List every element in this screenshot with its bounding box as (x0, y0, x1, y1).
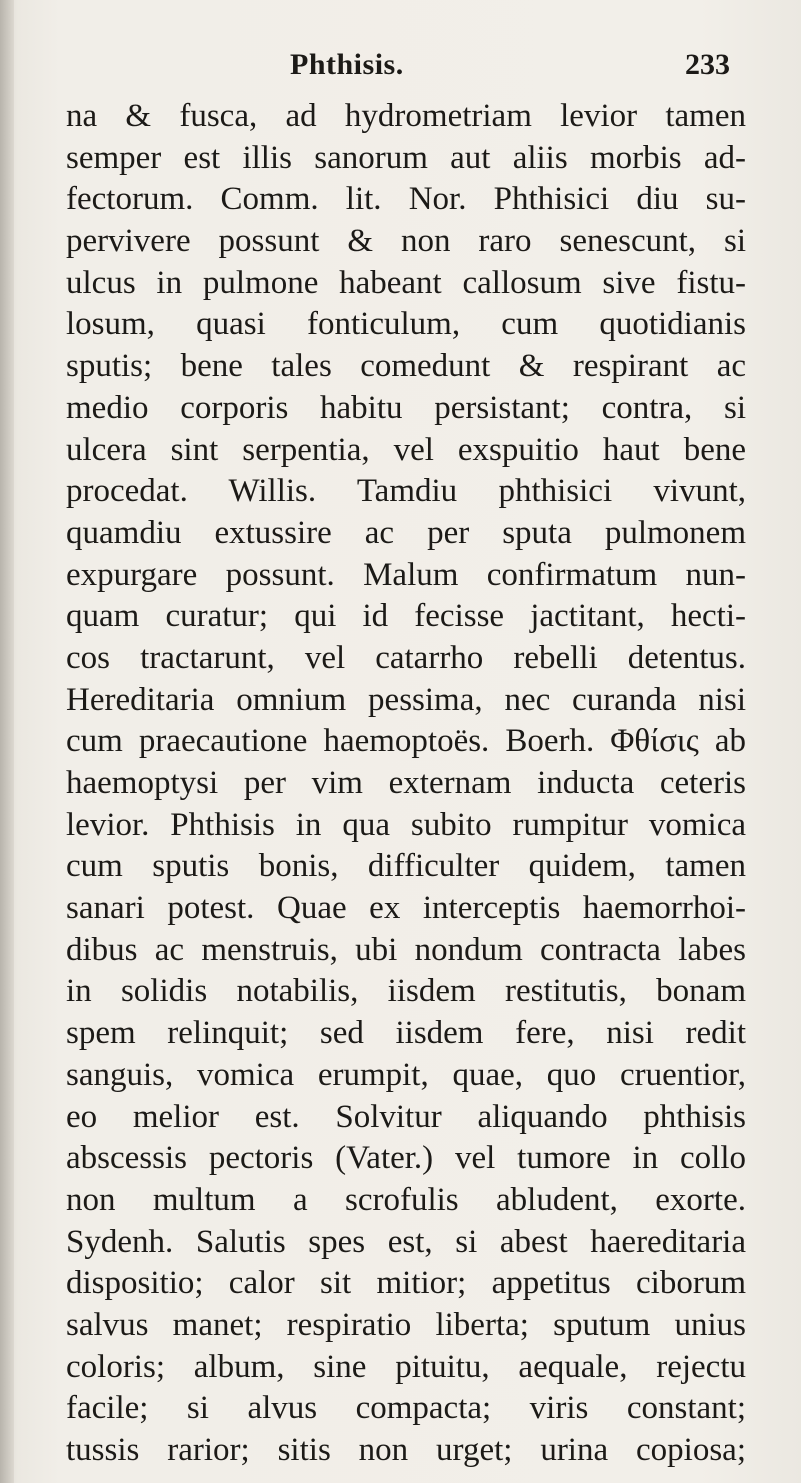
text-line: spem relinquit; sed iisdem fere, nisi redit (66, 1015, 746, 1052)
text-line: non multum a scrofulis abludent, exorte. (66, 1181, 746, 1218)
text-line: cos tractarunt, vel catarrho rebelli detentus. (66, 639, 746, 676)
text-line: losum, quasi fonticulum, cum quotidianis (66, 306, 746, 343)
text-line: fectorum. Comm. lit. Nor. Phthisici diu su- (66, 181, 746, 218)
text-line: medio corporis habitu persistant; contra, si (66, 389, 746, 426)
text-line: levior. Phthisis in qua subito rumpitur vomica (66, 806, 746, 843)
text-line: ulcera sint serpentia, vel exspuitio haut bene (66, 431, 746, 468)
text-line: Sydenh. Salutis spes est, si abest haereditaria (66, 1223, 746, 1260)
text-line: in solidis notabilis, iisdem restitutis, bonam (66, 973, 746, 1010)
text-line: cum praecautione haemoptoës. Boerh. Φθίσις ab (66, 723, 746, 760)
running-head: Phthisis. (290, 48, 404, 81)
text-line: dibus ac menstruis, ubi nondum contracta labes (66, 931, 746, 968)
text-line: quamdiu extussire ac per sputa pulmonem (66, 514, 746, 551)
page-gutter-shadow (0, 0, 14, 1483)
text-line: coloris; album, sine pituitu, aequale, rejectu (66, 1348, 746, 1385)
text-line: sputis; bene tales comedunt & respirant ac (66, 348, 746, 385)
text-line: ulcus in pulmone habeant callosum sive fistu- (66, 264, 746, 301)
text-line: salvus manet; respiratio liberta; sputum unius (66, 1306, 746, 1343)
body-text (66, 96, 746, 1472)
text-line: quam curatur; qui id fecisse jactitant, hecti- (66, 598, 746, 635)
page-header (290, 48, 730, 88)
text-line: facile; si alvus compacta; viris constant; (66, 1390, 746, 1427)
text-line: sanari potest. Quae ex interceptis haemorrhoi- (66, 890, 746, 927)
text-line: pervivere possunt & non raro senescunt, si (66, 223, 746, 260)
text-line: haemoptysi per vim externam inducta ceteris (66, 765, 746, 801)
text-line: Hereditaria omnium pessima, nec curanda nisi (66, 681, 746, 718)
page-number: 233 (685, 48, 730, 81)
text-line: expurgare possunt. Malum confirmatum nun- (66, 556, 746, 593)
text-line: tussis rarior; sitis non urget; urina copiosa; (66, 1432, 746, 1468)
text-line: na & fusca, ad hydrometriam levior tamen (66, 98, 746, 134)
text-line: eo melior est. Solvitur aliquando phthisis (66, 1098, 746, 1135)
text-line: cum sputis bonis, difficulter quidem, tamen (66, 848, 746, 885)
text-line: semper est illis sanorum aut aliis morbis ad- (66, 139, 746, 176)
text-line: abscessis pectoris (Vater.) vel tumore in collo (66, 1140, 746, 1177)
text-line: dispositio; calor sit mitior; appetitus ciborum (66, 1265, 746, 1302)
text-line: sanguis, vomica erumpit, quae, quo cruentior, (66, 1056, 746, 1093)
text-line: procedat. Willis. Tamdiu phthisici vivunt, (66, 473, 746, 510)
